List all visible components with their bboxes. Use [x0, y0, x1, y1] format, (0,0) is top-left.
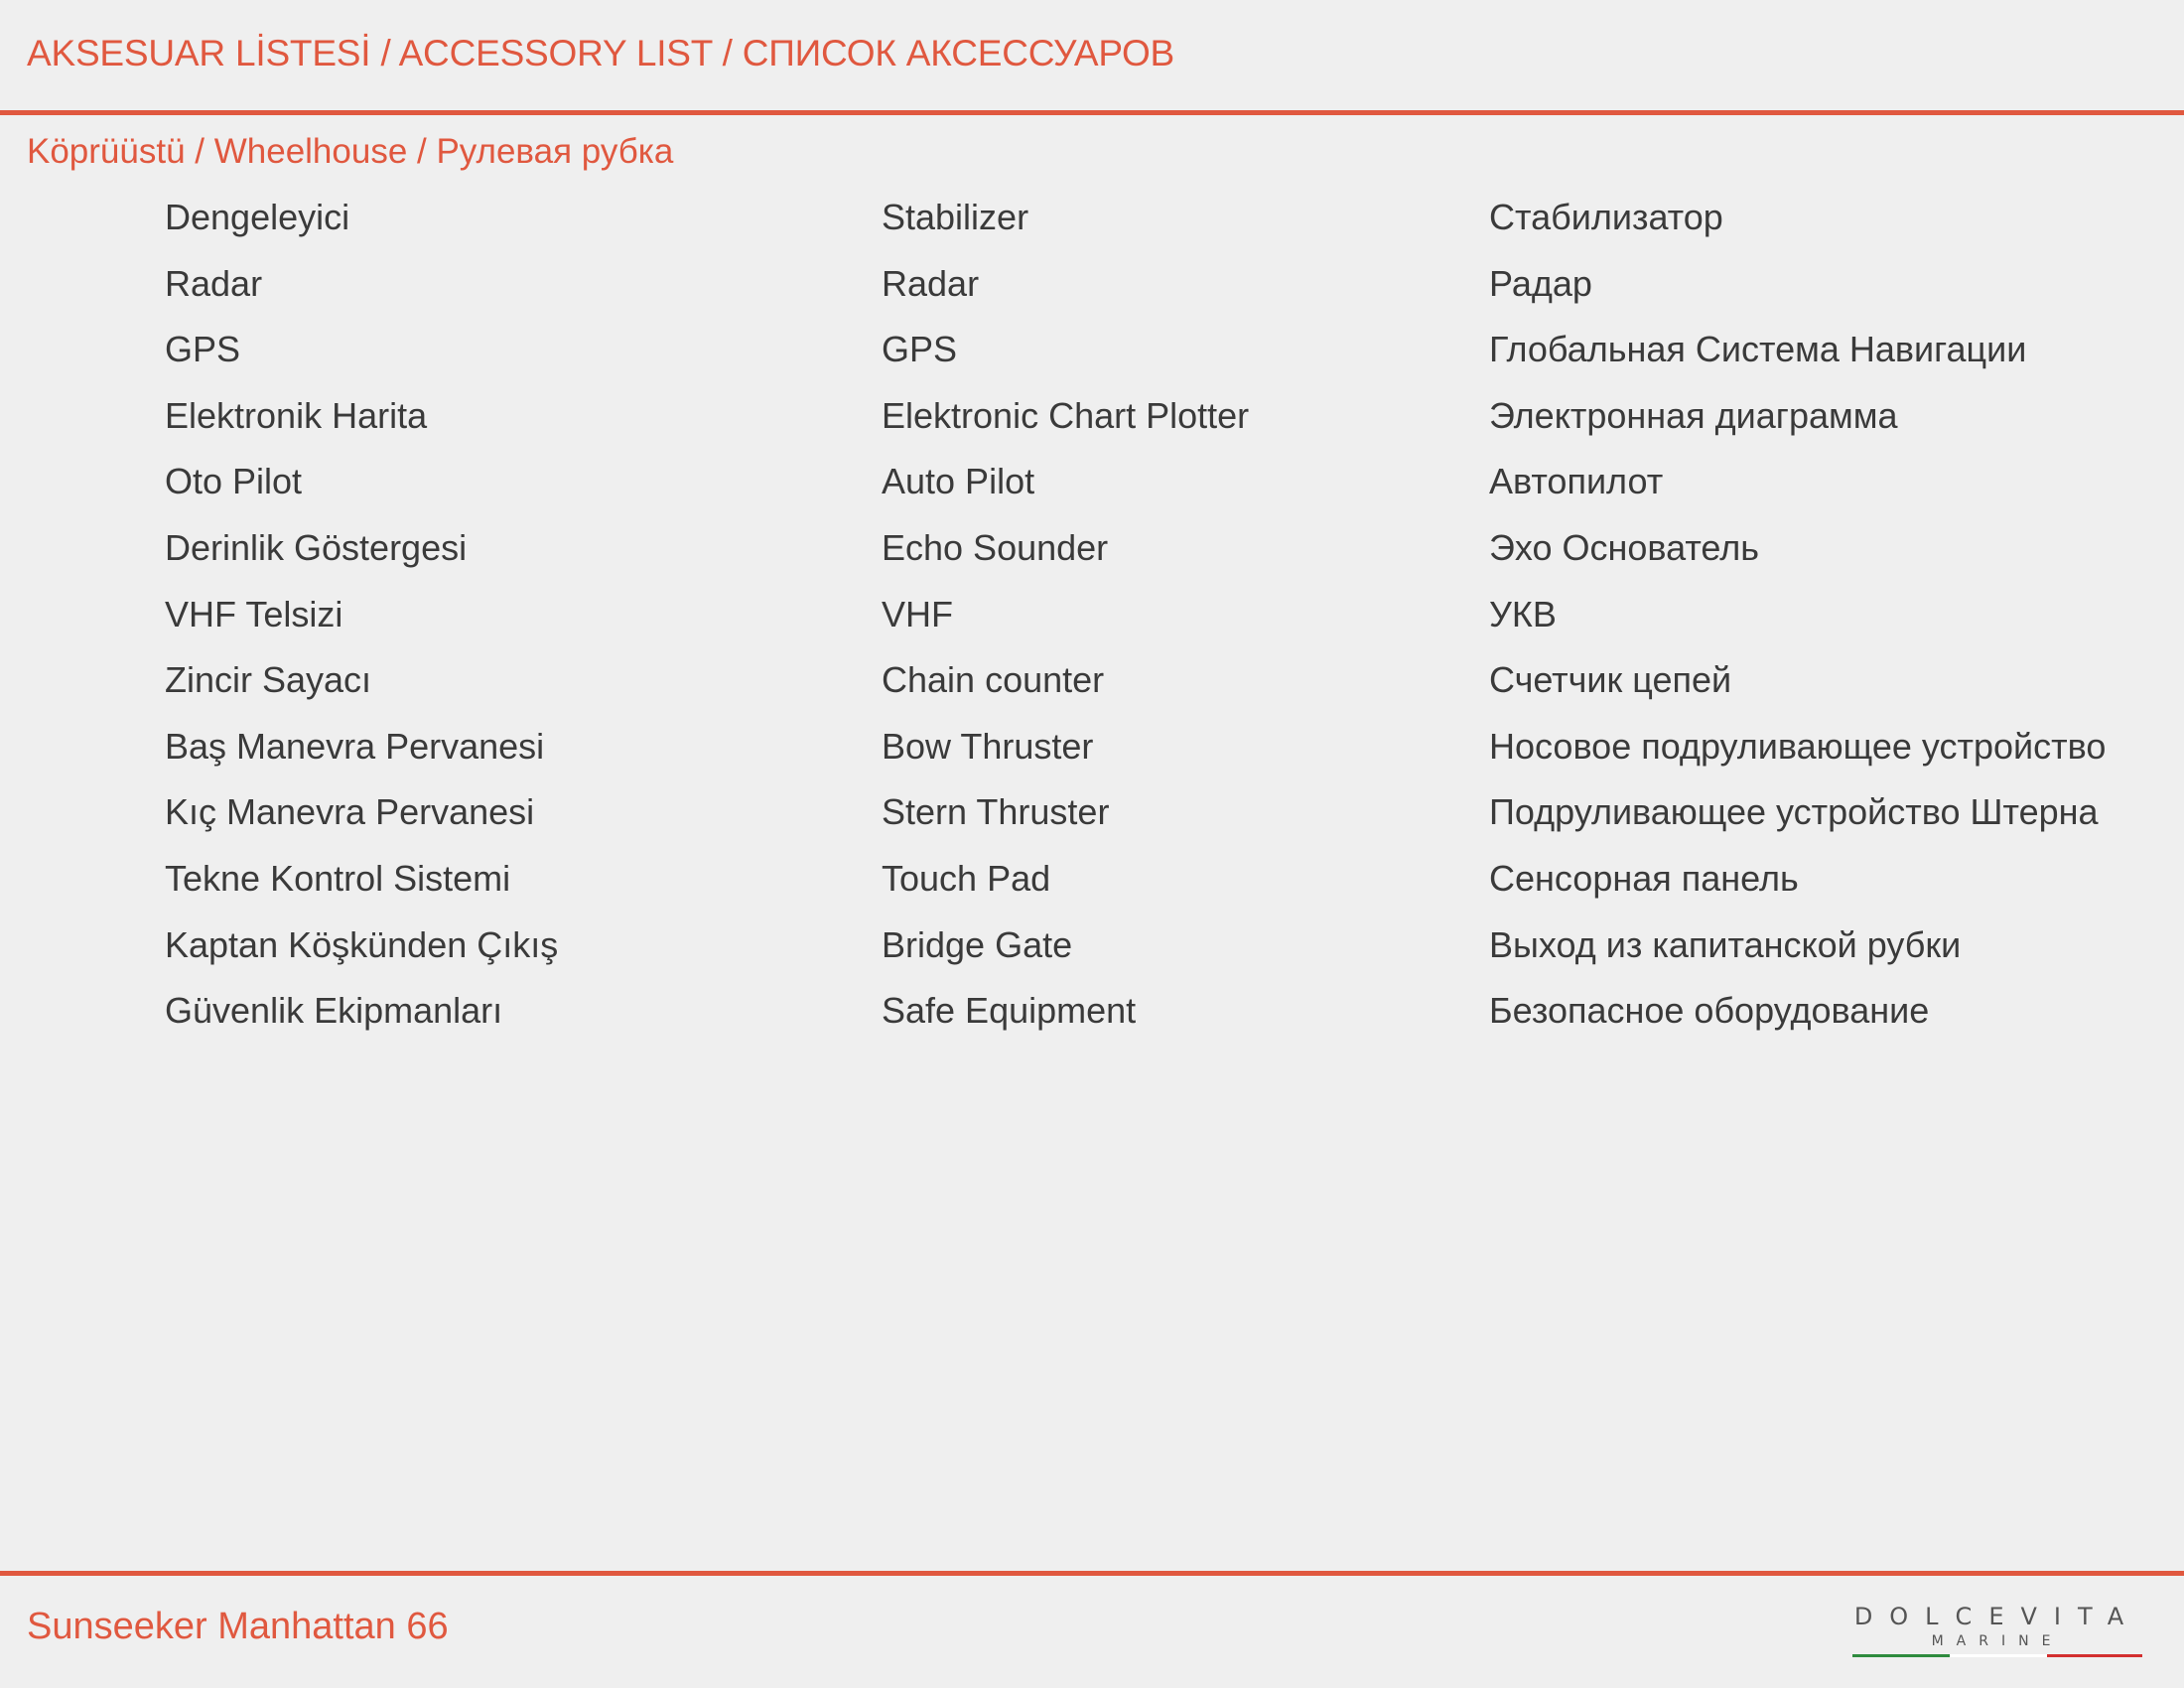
russian-name: Электронная диаграмма [1489, 394, 1898, 436]
list-item [0, 263, 2184, 330]
dolcevita-marine-logo [1848, 1603, 2146, 1662]
list-item [0, 791, 2184, 858]
english-name: Radar [882, 262, 980, 304]
russian-name: Эхо Основатель [1489, 526, 1760, 568]
logo-stripe-white [1950, 1654, 2047, 1657]
turkish-name: Güvenlik Ekipmanları [165, 990, 503, 1032]
list-item [0, 461, 2184, 527]
turkish-name: Oto Pilot [165, 461, 303, 502]
russian-name: Подруливающее устройство Штерна [1489, 791, 2099, 833]
english-name: Touch Pad [882, 857, 1051, 899]
english-name: Stern Thruster [882, 791, 1110, 833]
header-divider [0, 110, 2184, 115]
list-item [0, 659, 2184, 726]
russian-name: Выход из капитанской рубки [1489, 923, 1962, 965]
english-name: Elektronic Chart Plotter [882, 394, 1250, 436]
list-item [0, 924, 2184, 991]
english-name: Chain counter [882, 659, 1105, 701]
list-item [0, 197, 2184, 263]
page-title: AKSESUAR LİSTESİ / ACCESSORY LIST / СПИСОК АКСЕССУАРОВ [27, 33, 1175, 73]
turkish-name: Tekne Kontrol Sistemi [165, 857, 511, 899]
turkish-name: Radar [165, 262, 263, 304]
english-name: Safe Equipment [882, 990, 1137, 1032]
turkish-name: VHF Telsizi [165, 593, 343, 634]
russian-name: Стабилизатор [1489, 197, 1723, 237]
russian-name: Безопасное оборудование [1489, 990, 1930, 1032]
english-name: Auto Pilot [882, 461, 1035, 502]
russian-name: Радар [1489, 262, 1592, 304]
english-name: Bridge Gate [882, 923, 1073, 965]
list-item [0, 329, 2184, 395]
english-name: VHF [882, 593, 953, 634]
english-name: Bow Thruster [882, 725, 1094, 767]
russian-name: Счетчик цепей [1489, 659, 1732, 701]
footer-divider [0, 1571, 2184, 1576]
turkish-name: Dengeleyici [165, 197, 350, 237]
accessory-list [0, 197, 2184, 1056]
logo-stripe-green [1852, 1654, 1950, 1657]
section-title: Köprüüstü / Wheelhouse / Рулевая рубка [27, 132, 674, 171]
russian-name: Автопилот [1489, 461, 1664, 502]
turkish-name: GPS [165, 329, 241, 370]
russian-name: Носовое подруливающее устройство [1489, 725, 2107, 767]
turkish-name: Zincir Sayacı [165, 659, 372, 701]
logo-stripe-red [2047, 1654, 2142, 1657]
turkish-name: Derinlik Göstergesi [165, 526, 468, 568]
russian-name: Глобальная Система Навигации [1489, 329, 2027, 370]
english-name: Echo Sounder [882, 526, 1109, 568]
list-item [0, 858, 2184, 924]
list-item [0, 594, 2184, 660]
logo-wordmark: DOLCEVITA [1853, 1603, 2141, 1630]
list-item [0, 527, 2184, 594]
english-name: Stabilizer [882, 197, 1029, 237]
turkish-name: Elektronik Harita [165, 394, 428, 436]
list-item [0, 726, 2184, 792]
turkish-name: Kıç Manevra Pervanesi [165, 791, 535, 833]
logo-subtitle: MARINE [1931, 1633, 2064, 1649]
english-name: GPS [882, 329, 958, 370]
russian-name: Сенсорная панель [1489, 857, 1799, 899]
list-item [0, 395, 2184, 462]
yacht-model: Sunseeker Manhattan 66 [27, 1606, 449, 1647]
turkish-name: Kaptan Köşkünden Çıkış [165, 923, 559, 965]
russian-name: УКВ [1489, 593, 1557, 634]
list-item [0, 990, 2184, 1056]
turkish-name: Baş Manevra Pervanesi [165, 725, 545, 767]
